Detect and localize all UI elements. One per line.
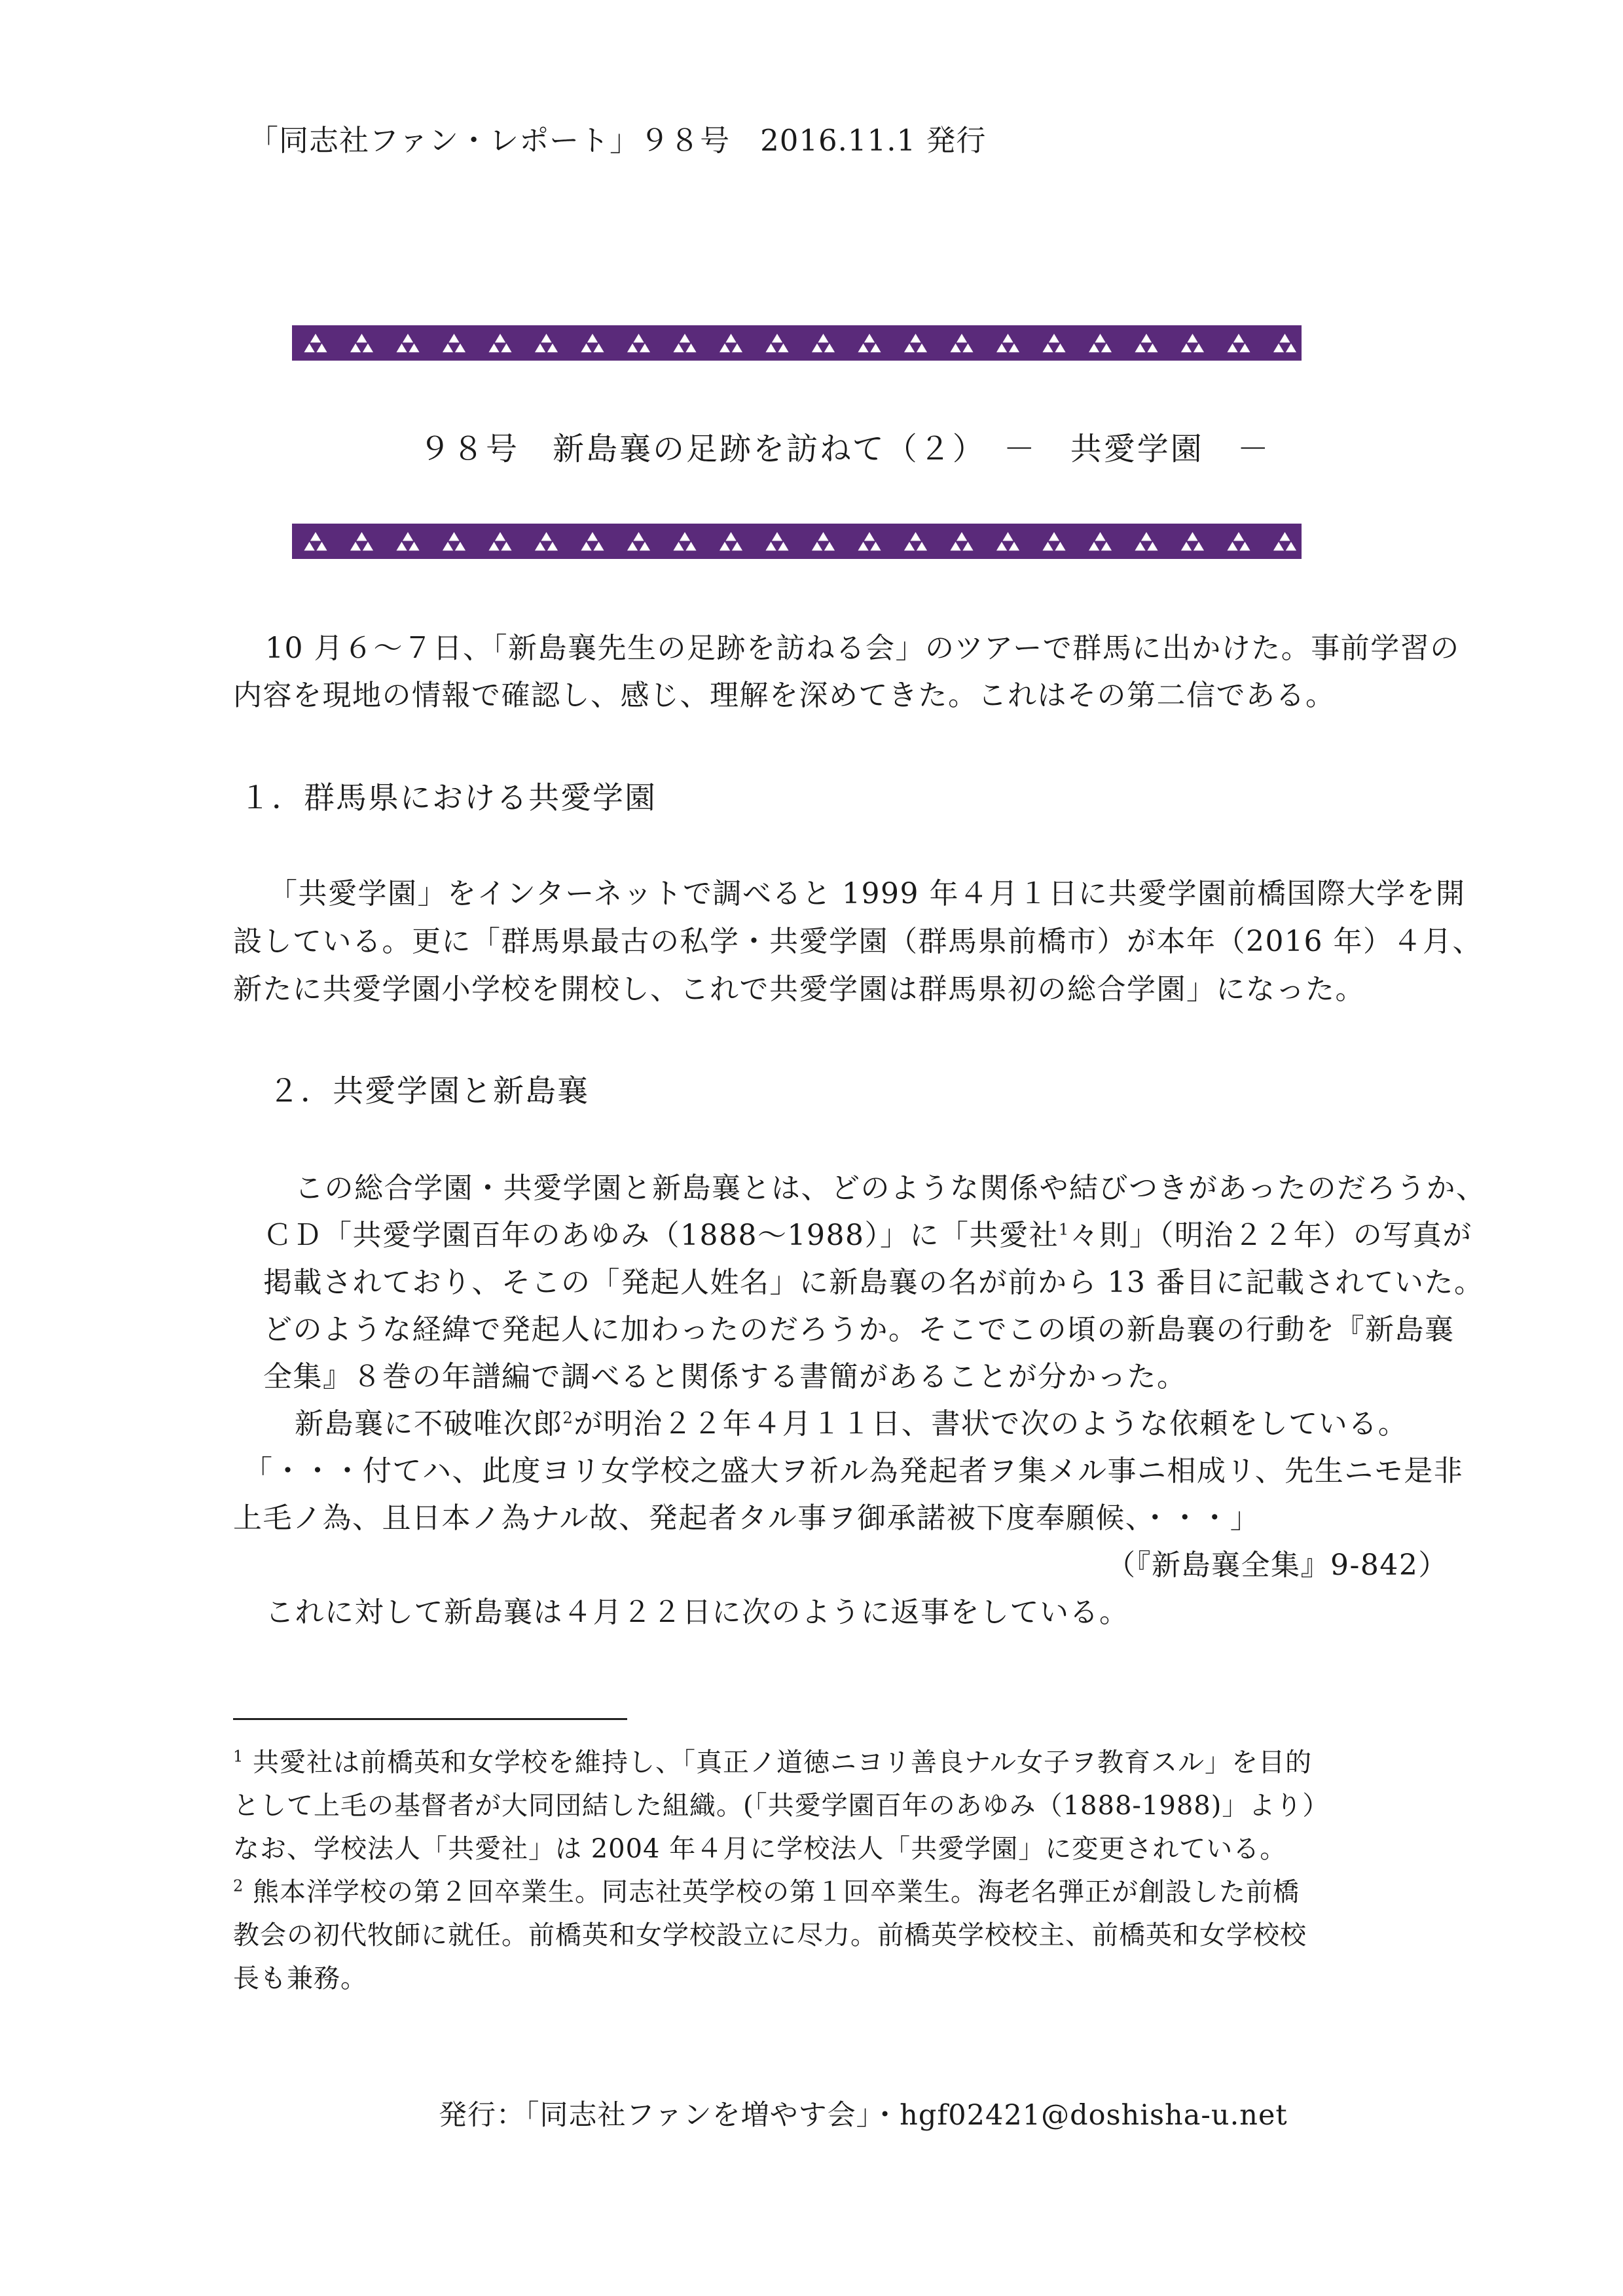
section-2-heading: ２．共愛学園と新島襄 (268, 1073, 589, 1109)
motif (443, 532, 465, 550)
motif (1181, 532, 1204, 550)
motif (765, 532, 788, 550)
text-fragment: 々則」（明治２２年）の写真が (1069, 1219, 1472, 1252)
motif (488, 532, 511, 550)
page-title: ９８号 新島襄の足跡を訪ねて（２） － 共愛学園 － (419, 431, 1271, 467)
section-1-line-2: 設している。更に「群馬県最古の私学・共愛学園（群馬県前橋市）が本年（2016 年）４月、 (233, 925, 1482, 958)
motif (304, 334, 327, 352)
quote-line-1: 「・・・付てハ、此度ヨリ女学校之盛大ヲ祈ル為発起者ヲ集メル事ニ相成リ、先生ニモ是非 (244, 1454, 1464, 1488)
motif (627, 532, 650, 550)
motif (950, 334, 973, 352)
footnote-2-line-2: 教会の初代牧師に就任。前橋英和女学校設立に尽力。前橋英学校校主、前橋英和女学校校 (233, 1920, 1307, 1950)
decorative-band-bottom (292, 524, 1302, 559)
motif (996, 532, 1019, 550)
section-2-line-last: これに対して新島襄は４月２２日に次のように返事をしている。 (265, 1596, 1129, 1629)
page-header: 「同志社ファン・レポート」９８号 2016.11.1 発行 (249, 123, 987, 158)
motif (858, 532, 881, 550)
section-1-line-3: 新たに共愛学園小学校を開校し、これで共愛学園は群馬県初の総合学園」になった。 (233, 973, 1365, 1006)
triangle-motif-icon (292, 524, 1302, 559)
motif (350, 532, 373, 550)
footnote-2-line-1 (233, 1871, 1300, 1914)
footnote-divider (233, 1718, 627, 1720)
motif (673, 532, 696, 550)
section-2-line-3: 掲載されており、そこの「発起人姓名」に新島襄の名が前から 13 番目に記載されていた。 (263, 1266, 1484, 1299)
motif (720, 334, 742, 352)
text-fragment: 新島襄に不破唯次郎 (295, 1407, 563, 1441)
section-1-line-1: 「共愛学園」をインターネットで調べると 1999 年４月１日に共愛学園前橋国際大学を開 (268, 877, 1466, 910)
motif (765, 334, 788, 352)
triangle-motif-icon (292, 325, 1302, 361)
motif (396, 334, 419, 352)
motif (535, 334, 558, 352)
text-fragment: が明治２２年４月１１日、書状で次のような依頼をしている。 (574, 1407, 1408, 1441)
footnote-1-line-3: なお、学校法人「共愛社」は 2004 年４月に学校法人「共愛学園」に変更されている。 (233, 1834, 1287, 1864)
footnote-ref-1[interactable]: 1 (1058, 1220, 1070, 1239)
motif (858, 334, 881, 352)
motif (627, 334, 650, 352)
motif (812, 532, 835, 550)
quote-citation: （『新島襄全集』9-842） (1106, 1549, 1448, 1582)
decorative-band-top (292, 325, 1302, 361)
motif (1227, 334, 1250, 352)
text-fragment: ＣＤ「共愛学園百年のあゆみ（1888～1988）」に「共愛社 (263, 1219, 1059, 1252)
motif (396, 532, 419, 550)
section-2-line-6 (295, 1401, 1408, 1448)
section-2-line-2 (263, 1212, 1472, 1259)
footnote-mark-1: 1 (233, 1747, 244, 1766)
text-fragment: 共愛社は前橋英和女学校を維持し、「真正ノ道徳ニヨリ善良ナル女子ヲ教育スル」を目的 (253, 1748, 1312, 1778)
motif (904, 334, 927, 352)
motif (1042, 334, 1065, 352)
motif (1273, 334, 1296, 352)
motif (720, 532, 742, 550)
motif (1135, 532, 1158, 550)
motif (488, 334, 511, 352)
motif (1135, 334, 1158, 352)
motif (581, 334, 604, 352)
motif (996, 334, 1019, 352)
page-footer: 発行：「同志社ファンを増やす会」・hgf02421@doshisha-u.net (439, 2099, 1288, 2132)
text-fragment: 熊本洋学校の第２回卒業生。同志社英学校の第１回卒業生。海老名弾正が創設した前橋 (253, 1877, 1300, 1907)
motif (812, 334, 835, 352)
section-2-line-4: どのような経緯で発起人に加わったのだろうか。そこでこの頃の新島襄の行動を『新島襄 (263, 1313, 1455, 1346)
motif (1273, 532, 1296, 550)
footnote-1-line-2: として上毛の基督者が大同団結した組織。(「共愛学園百年のあゆみ（1888-1988)」より） (233, 1791, 1330, 1821)
motif (950, 532, 973, 550)
section-2-line-5: 全集』８巻の年譜編で調べると関係する書簡があることが分かった。 (263, 1360, 1187, 1393)
footnote-2-line-3: 長も兼務。 (233, 1964, 367, 1994)
motif (350, 334, 373, 352)
motif (581, 532, 604, 550)
intro-line-1: 10 月６～７日、「新島襄先生の足跡を訪ねる会」のツアーで群馬に出かけた。事前学習の (265, 632, 1460, 665)
motif (1227, 532, 1250, 550)
motif (443, 334, 465, 352)
motif (1089, 532, 1112, 550)
motif (1181, 334, 1204, 352)
motif (535, 532, 558, 550)
footnote-ref-2[interactable]: 2 (562, 1408, 574, 1427)
quote-line-2: 上毛ノ為、且日本ノ為ナル故、発起者タル事ヲ御承諾被下度奉願候、・・・」 (233, 1501, 1260, 1535)
motif (1042, 532, 1065, 550)
motif (673, 334, 696, 352)
footnote-mark-2: 2 (233, 1876, 244, 1895)
section-1-heading: １．群馬県における共愛学園 (240, 780, 657, 816)
motif (1089, 334, 1112, 352)
section-2-line-1: この総合学園・共愛学園と新島襄とは、どのような関係や結びつきがあったのだろうか、 (295, 1172, 1486, 1205)
motif (304, 532, 327, 550)
intro-line-2: 内容を現地の情報で確認し、感じ、理解を深めてきた。これはその第二信である。 (233, 679, 1336, 712)
footnote-1-line-1 (233, 1741, 1312, 1784)
motif (904, 532, 927, 550)
